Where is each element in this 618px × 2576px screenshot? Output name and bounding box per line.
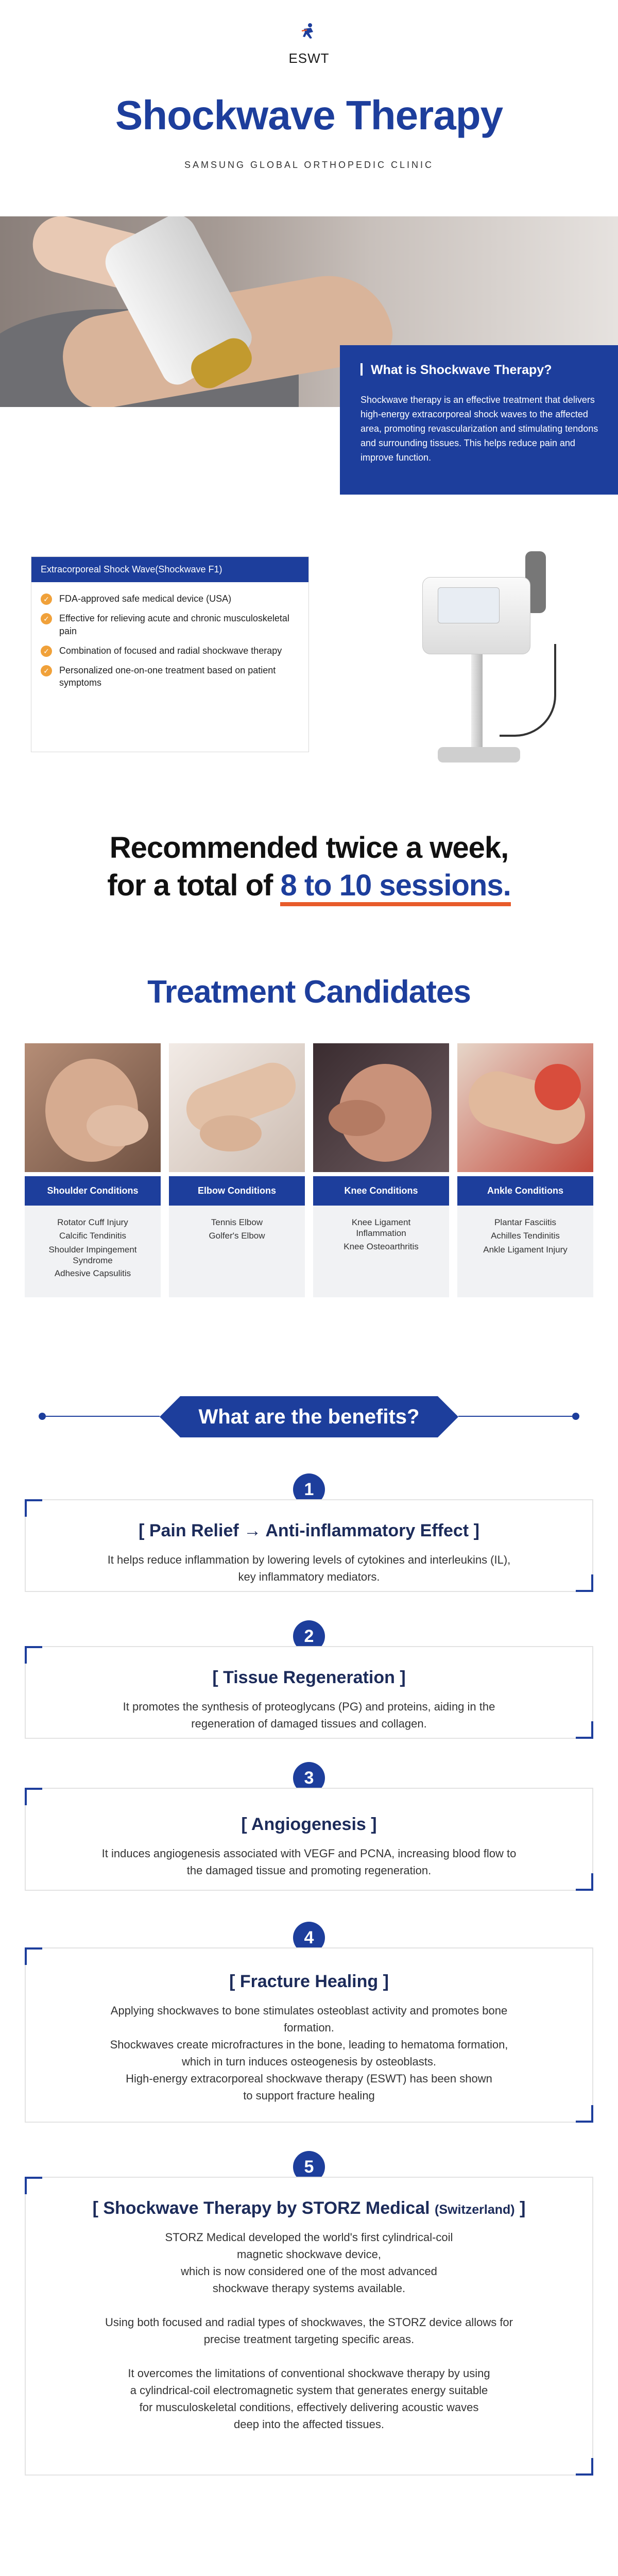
shockwave-machine-image	[381, 541, 566, 778]
benefit-title	[26, 2198, 592, 2218]
benefit-text: Shockwaves create microfractures in the bone, leading to hematoma formation,	[110, 2038, 508, 2051]
benefit-title: [ Angiogenesis ]	[241, 1815, 377, 1834]
benefit-number: 2	[293, 1620, 325, 1652]
candidate-conditions	[25, 1206, 161, 1297]
benefit-title-end: ]	[514, 2198, 526, 2218]
card-corner	[576, 1873, 593, 1891]
benefits-banner	[39, 1396, 579, 1437]
candidate-knee	[313, 1043, 449, 1297]
candidates-title: Treatment Candidates	[147, 974, 471, 1010]
recommendation-line2	[0, 867, 618, 905]
benefit-text: Using both focused and radial types of shockwaves, the STORZ device allows for	[105, 2316, 513, 2329]
condition-item: Achilles Tendinitis	[491, 1231, 560, 1241]
benefit-text: It helps reduce inflammation by lowering levels of cytokines and interleukins (IL),	[107, 1553, 511, 1566]
benefit-text: magnetic shockwave device,	[236, 2248, 382, 2261]
banner-dot	[572, 1413, 579, 1420]
candidate-shoulder	[25, 1043, 161, 1297]
candidate-label: Ankle Conditions	[457, 1176, 593, 1206]
benefits-title: What are the benefits?	[180, 1396, 438, 1437]
candidate-elbow	[169, 1043, 305, 1297]
condition-item: Tennis Elbow	[211, 1217, 263, 1227]
what-is-heading-text: What is Shockwave Therapy?	[371, 363, 552, 377]
condition-item: Plantar Fasciitis	[494, 1217, 556, 1227]
feature-text: Personalized one-on-one treatment based on patient symptoms	[59, 665, 276, 688]
feature-text: Combination of focused and radial shockwave therapy	[59, 645, 282, 656]
condition-item: Knee Ligament Inflammation	[351, 1217, 411, 1239]
recommendation-prefix: for a total of	[107, 868, 281, 902]
condition-item: Shoulder Impingement Syndrome	[48, 1244, 137, 1265]
benefit-text: key inflammatory mediators.	[238, 1570, 380, 1583]
feature-item	[41, 664, 299, 689]
recommendation	[0, 829, 618, 904]
benefit-card	[25, 1947, 593, 2123]
card-corner	[576, 1574, 593, 1592]
banner-dot	[39, 1413, 46, 1420]
benefit-text: It overcomes the limitations of conventional shockwave therapy by using	[128, 2367, 490, 2380]
what-is-box	[340, 345, 618, 495]
benefit-title: [ Pain Relief → Anti-inflammatory Effect ]	[139, 1521, 479, 1540]
benefit-text: shockwave therapy systems available.	[212, 2282, 406, 2295]
benefit-text: regeneration of damaged tissues and collagen.	[191, 1717, 427, 1730]
banner-line	[458, 1416, 572, 1417]
condition-item: Calcific Tendinitis	[59, 1231, 127, 1241]
benefit-number: 1	[293, 1473, 325, 1505]
candidate-conditions	[313, 1206, 449, 1297]
benefit-text: It promotes the synthesis of proteoglycans (PG) and proteins, aiding in the	[123, 1700, 495, 1713]
device-card	[31, 556, 309, 752]
card-corner	[576, 2105, 593, 2123]
banner-line	[46, 1416, 160, 1417]
benefit-text: formation.	[284, 2021, 334, 2034]
benefit-title: [ Fracture Healing ]	[229, 1972, 389, 1991]
candidate-label: Knee Conditions	[313, 1176, 449, 1206]
benefit-title-main: [ Shockwave Therapy by STORZ Medical	[92, 2198, 435, 2218]
candidate-conditions	[169, 1206, 305, 1297]
benefit-text: STORZ Medical developed the world's first cylindrical-coil	[165, 2231, 453, 2244]
card-corner	[576, 2458, 593, 2476]
condition-item: Ankle Ligament Injury	[483, 1244, 568, 1255]
benefit-number: 4	[293, 1922, 325, 1954]
benefit-number: 3	[293, 1762, 325, 1794]
header	[0, 0, 618, 216]
benefit-spacer	[26, 2297, 592, 2314]
device-features	[31, 582, 308, 689]
feature-item	[41, 592, 299, 605]
card-corner	[25, 2177, 42, 2194]
benefit-text: High-energy extracorporeal shockwave therapy (ESWT) has been shown	[126, 2072, 492, 2085]
what-is-body: Shockwave therapy is an effective treatment that delivers high-energy extracorporeal shock waves to the affected area, promoting revascularization and stimulating tendons and surrounding tissues. This helps reduce pain and improve function.	[360, 395, 598, 463]
benefit-number: 5	[293, 2151, 325, 2183]
card-corner	[576, 1721, 593, 1739]
clinic-logo-icon	[300, 22, 318, 40]
benefit-text: which in turn induces osteogenesis by osteoblasts.	[181, 2055, 437, 2068]
session-count-highlight: 8 to 10 sessions.	[280, 869, 510, 906]
benefit-card	[25, 1499, 593, 1592]
heading-bar	[360, 363, 363, 376]
benefit-title-suffix: (Switzerland)	[435, 2202, 515, 2217]
condition-item: Knee Osteoarthritis	[344, 1241, 419, 1251]
clinic-name: SAMSUNG GLOBAL ORTHOPEDIC CLINIC	[184, 160, 434, 170]
card-corner	[25, 1947, 42, 1965]
candidate-label: Shoulder Conditions	[25, 1176, 161, 1206]
benefit-spacer	[26, 2348, 592, 2365]
card-corner	[25, 1646, 42, 1664]
benefit-title: [ Tissue Regeneration ]	[212, 1668, 406, 1687]
feature-text: FDA-approved safe medical device (USA)	[59, 594, 232, 604]
device-heading: Extracorporeal Shock Wave(Shockwave F1)	[31, 557, 308, 582]
condition-item: Rotator Cuff Injury	[57, 1217, 128, 1227]
benefit-text: to support fracture healing	[243, 2089, 375, 2102]
candidate-ankle	[457, 1043, 593, 1297]
feature-text: Effective for relieving acute and chronic musculoskeletal pain	[59, 613, 289, 636]
feature-item	[41, 612, 299, 637]
benefit-card	[25, 1646, 593, 1739]
benefit-text: It induces angiogenesis associated with VEGF and PCNA, increasing blood flow to	[101, 1847, 517, 1860]
benefit-text: Applying shockwaves to bone stimulates osteoblast activity and promotes bone	[110, 2004, 508, 2017]
ankle-photo	[457, 1043, 593, 1172]
check-icon: ✓	[41, 594, 52, 605]
benefit-text: deep into the affected tissues.	[234, 2418, 384, 2431]
shoulder-photo	[25, 1043, 161, 1172]
candidate-label: Elbow Conditions	[169, 1176, 305, 1206]
condition-item: Golfer's Elbow	[209, 1231, 265, 1241]
card-corner	[25, 1788, 42, 1805]
check-icon: ✓	[41, 646, 52, 657]
candidate-conditions	[457, 1206, 593, 1297]
eswt-tag: ESWT	[288, 50, 330, 66]
benefit-card	[25, 1788, 593, 1891]
benefit-text: the damaged tissue and promoting regeneration.	[186, 1864, 432, 1877]
benefit-text: precise treatment targeting specific areas.	[203, 2333, 415, 2346]
recommendation-line1: Recommended twice a week,	[109, 831, 509, 865]
card-corner	[25, 1499, 42, 1517]
page-title: Shockwave Therapy	[115, 92, 503, 138]
condition-item: Adhesive Capsulitis	[54, 1268, 131, 1279]
what-is-heading	[360, 363, 599, 378]
benefit-text: for musculoskeletal conditions, effectively delivering acoustic waves	[139, 2401, 479, 2414]
candidates-grid	[25, 1043, 593, 1297]
elbow-photo	[169, 1043, 305, 1172]
benefit-text: which is now considered one of the most advanced	[181, 2265, 437, 2278]
check-icon: ✓	[41, 613, 52, 624]
check-icon: ✓	[41, 665, 52, 676]
feature-item	[41, 645, 299, 657]
benefit-card	[25, 2177, 593, 2476]
benefit-text: a cylindrical-coil electromagnetic system that generates energy suitable	[130, 2384, 488, 2397]
knee-photo	[313, 1043, 449, 1172]
